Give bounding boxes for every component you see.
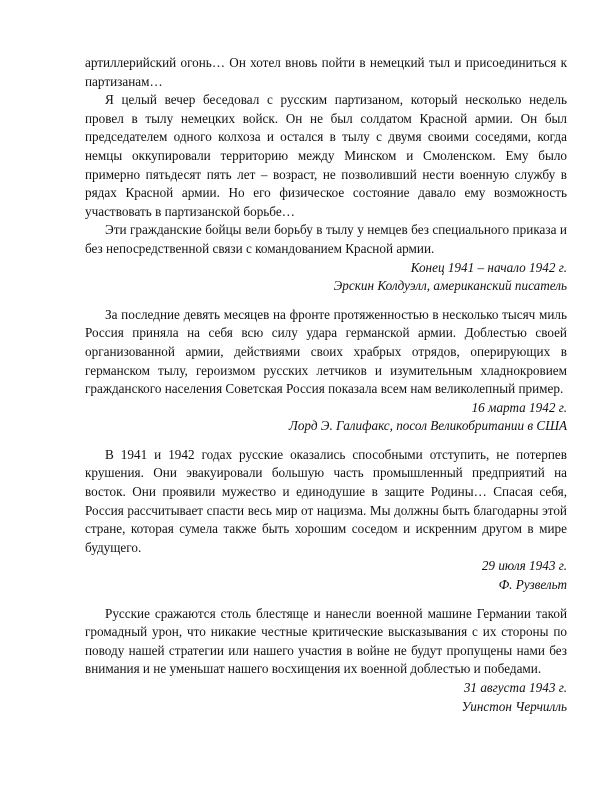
signature-line: 16 марта 1942 г. — [471, 399, 567, 415]
signature-line: Эрскин Колдуэлл, американский писатель — [333, 278, 567, 294]
signature-line: Конец 1941 – начало 1942 г. — [410, 259, 567, 275]
signature-line: 31 августа 1943 г. — [463, 680, 567, 695]
body-paragraph: За последние девять месяцев на фронте протяженностью в несколько тысяч миль Россия приняла на себя всю силу удара германской армии. Доблестью своей организованной армии, действиями своих храбрых отрядов, оперирующих в германском тылу, героизмом русских летчиков и изумительным хладнокровием гражданского населения Советская Россия показала всем нам великолепный пример. — [85, 306, 567, 397]
section-gap — [85, 595, 567, 605]
body-paragraph: Русские сражаются столь блестяще и нанесли военной машине Германии такой громадный урон, что никакие честные критические высказывания с их стороны по поводу нашей стратегии или нашего участия в войне не будут пропущены нами без внимания и не уменьшат нашего восхищения их военной доблестью и победами. — [85, 605, 567, 677]
section-gap — [85, 436, 567, 446]
signature-line: 29 июля 1943 г. — [481, 558, 567, 574]
body-paragraph: Эти гражданские бойцы вели борьбу в тылу у немцев без специального приказа и без непосредственной связи с командованием Красной армии. — [85, 222, 567, 256]
signature-line: Ф. Рузвельт — [498, 577, 567, 593]
body-paragraph: В 1941 и 1942 годах русские оказались способными отступить, не потерпев крушения. Они эвакуировали большую часть промышленный предприятий на восток. Они проявили мужество и единодушие в защите Родины… Спасая себя, Россия рассчитывает спасти весь мир от нацизма. Мы должны быть благодарны этой стране, которая сумела также быть хорошим соседом и искренним другом в мире будущего. — [85, 446, 567, 555]
body-paragraph: Я целый вечер беседовал с русским партизаном, который несколько недель провел в тылу немецких войск. Он не был солдатом Красной армии. Он был председателем одного колхоза и остался в тылу с двумя своими соседями, когда немцы оккупировали территорию между Минском и Смоленском. Ему было примерно пятьдесят пять лет – возраст, не позволивший нести военную службу в рядах Красной армии. Но его физическое состояние давало ему возможность участвовать в партизанской борьбе… — [85, 92, 567, 219]
signature-line: Уинстон Черчилль — [461, 698, 567, 714]
body-paragraph: артиллерийский огонь… Он хотел вновь пойти в немецкий тыл и присоединиться к партизанам… — [85, 55, 567, 89]
section-gap — [85, 296, 567, 306]
document-page — [85, 54, 567, 716]
signature-line: Лорд Э. Галифакс, посол Великобритании в США — [288, 418, 567, 434]
